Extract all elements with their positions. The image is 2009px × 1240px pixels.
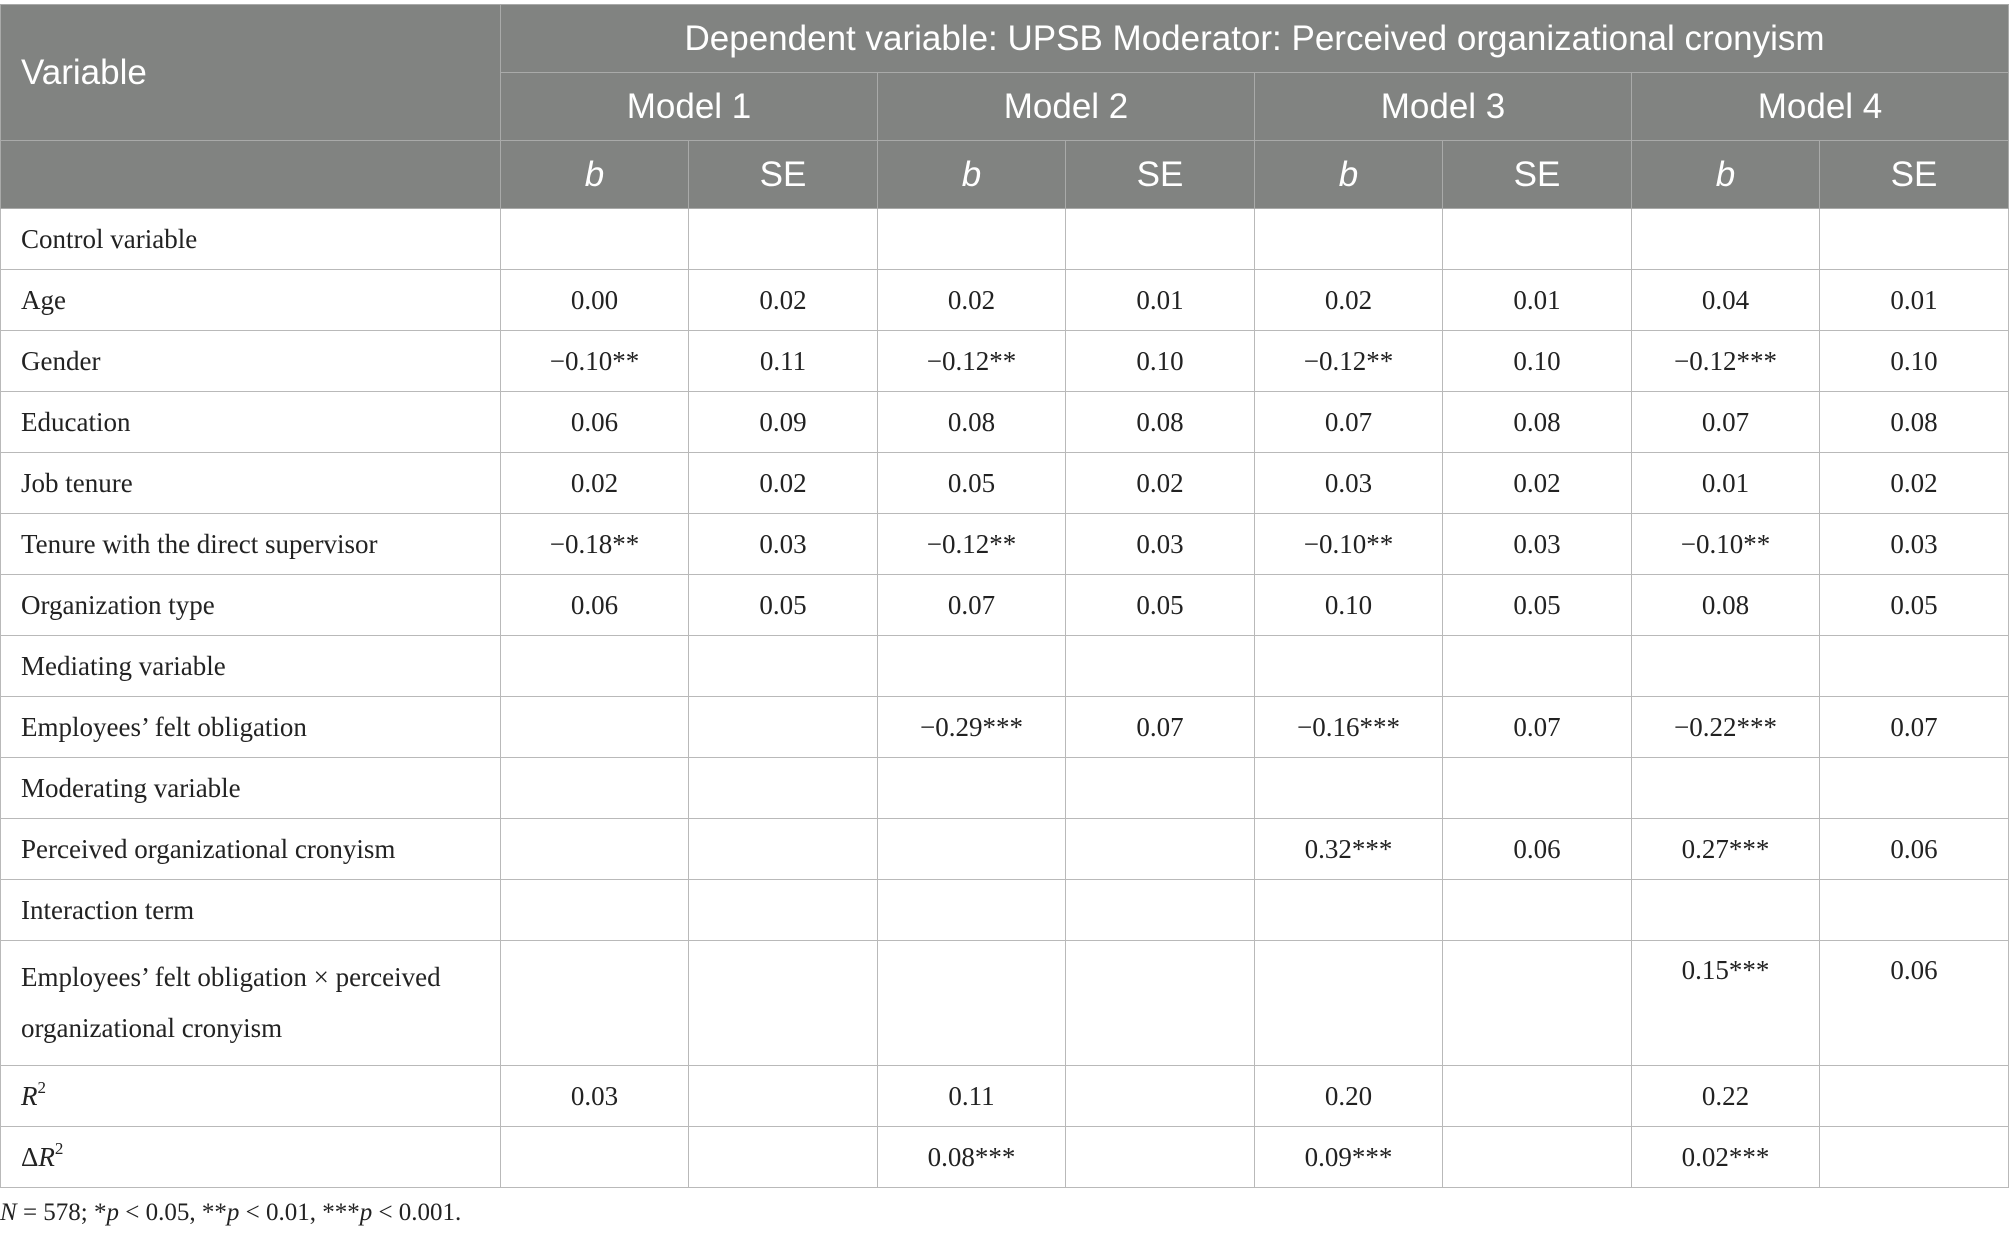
- table-cell: [1255, 941, 1443, 1066]
- row-label: $R^2$: [1, 1066, 501, 1127]
- table-cell: 0.02: [878, 270, 1066, 331]
- dependent-variable-header: Dependent variable: UPSB Moderator: Perceived organizational cronyism: [501, 5, 2009, 73]
- table-cell: [878, 941, 1066, 1066]
- table-cell: −0.16***: [1255, 697, 1443, 758]
- model-1-header: Model 1: [501, 73, 878, 141]
- table-cell: 0.05: [1820, 575, 2009, 636]
- table-cell: 0.03: [689, 514, 878, 575]
- table-cell: 0.06: [1443, 819, 1632, 880]
- table-cell: −0.29***: [878, 697, 1066, 758]
- table-cell: 0.08: [1066, 392, 1255, 453]
- table-row: [1, 453, 2009, 514]
- section-row: [1, 758, 2009, 819]
- table-cell: [878, 819, 1066, 880]
- table-cell: [1443, 1127, 1632, 1188]
- table-cell: [1066, 1127, 1255, 1188]
- table-cell: 0.08: [1820, 392, 2009, 453]
- table-cell: [1443, 941, 1632, 1066]
- row-label: Employees’ felt obligation: [1, 697, 501, 758]
- table-cell: 0.07: [878, 575, 1066, 636]
- table-cell: 0.27***: [1632, 819, 1820, 880]
- table-cell: 0.08: [1443, 392, 1632, 453]
- table-cell: 0.03: [1066, 514, 1255, 575]
- table-cell: −0.10**: [501, 331, 689, 392]
- section-row: [1, 636, 2009, 697]
- section-row: [1, 880, 2009, 941]
- table-row: [1, 819, 2009, 880]
- row-label: Gender: [1, 331, 501, 392]
- table-cell: 0.10: [1066, 331, 1255, 392]
- table-cell: −0.22***: [1632, 697, 1820, 758]
- model-4-header: Model 4: [1632, 73, 2009, 141]
- table-cell: 0.01: [1066, 270, 1255, 331]
- table-cell: [501, 819, 689, 880]
- table-cell: −0.12**: [1255, 331, 1443, 392]
- table-cell: [501, 697, 689, 758]
- table-row: [1, 697, 2009, 758]
- model-2-header: Model 2: [878, 73, 1255, 141]
- se-header: SE: [1066, 141, 1255, 209]
- table-cell: 0.02: [1255, 270, 1443, 331]
- table-cell: 0.08: [1632, 575, 1820, 636]
- table-cell: 0.05: [1443, 575, 1632, 636]
- table-cell: 0.06: [501, 575, 689, 636]
- table-cell: 0.22: [1632, 1066, 1820, 1127]
- table-cell: 0.11: [689, 331, 878, 392]
- table-cell: 0.07: [1066, 697, 1255, 758]
- table-cell: 0.08***: [878, 1127, 1066, 1188]
- table-cell: 0.06: [1820, 941, 2009, 1066]
- table-row: [1, 270, 2009, 331]
- row-label: Job tenure: [1, 453, 501, 514]
- header-blank: [1, 141, 501, 209]
- table-row: [1, 575, 2009, 636]
- section-label: Interaction term: [1, 880, 501, 941]
- table-cell: [689, 1127, 878, 1188]
- table-cell: [1066, 941, 1255, 1066]
- table-cell: 0.05: [1066, 575, 1255, 636]
- row-label-line: Employees’ felt obligation × perceived: [21, 962, 441, 992]
- table-cell: [501, 1127, 689, 1188]
- table-cell: 0.11: [878, 1066, 1066, 1127]
- row-label: $\Delta R^2$: [1, 1127, 501, 1188]
- section-label: Control variable: [1, 209, 501, 270]
- table-cell: 0.07: [1443, 697, 1632, 758]
- row-label: Age: [1, 270, 501, 331]
- coef-header: b: [878, 141, 1066, 209]
- se-header: SE: [1443, 141, 1632, 209]
- coef-header: b: [501, 141, 689, 209]
- table-cell: 0.15***: [1632, 941, 1820, 1066]
- table-cell: 0.32***: [1255, 819, 1443, 880]
- row-label: Tenure with the direct supervisor: [1, 514, 501, 575]
- table-cell: 0.10: [1443, 331, 1632, 392]
- table-cell: 0.09***: [1255, 1127, 1443, 1188]
- table-cell: 0.07: [1255, 392, 1443, 453]
- table-cell: 0.08: [878, 392, 1066, 453]
- coef-header: b: [1255, 141, 1443, 209]
- row-label: Organization type: [1, 575, 501, 636]
- table-cell: −0.12**: [878, 514, 1066, 575]
- table-cell: 0.03: [1255, 453, 1443, 514]
- table-cell: 0.01: [1820, 270, 2009, 331]
- table-row: [1, 941, 2009, 1066]
- coef-header: b: [1632, 141, 1820, 209]
- table-cell: 0.09: [689, 392, 878, 453]
- table-cell: [689, 941, 878, 1066]
- regression-table: [0, 4, 2009, 1188]
- table-cell: 0.06: [1820, 819, 2009, 880]
- table-cell: [501, 941, 689, 1066]
- table-cell: 0.01: [1443, 270, 1632, 331]
- table-cell: [1820, 1066, 2009, 1127]
- section-row: [1, 209, 2009, 270]
- table-cell: 0.01: [1632, 453, 1820, 514]
- se-header: SE: [1820, 141, 2009, 209]
- table-cell: 0.02***: [1632, 1127, 1820, 1188]
- table-cell: 0.02: [1066, 453, 1255, 514]
- section-label: Mediating variable: [1, 636, 501, 697]
- table-cell: 0.02: [1820, 453, 2009, 514]
- table-row: [1, 392, 2009, 453]
- table-cell: −0.18**: [501, 514, 689, 575]
- table-cell: 0.02: [689, 270, 878, 331]
- row-label: [1, 941, 501, 1066]
- table-cell: 0.03: [501, 1066, 689, 1127]
- table-row: [1, 331, 2009, 392]
- table-cell: 0.10: [1255, 575, 1443, 636]
- table-cell: 0.20: [1255, 1066, 1443, 1127]
- table-cell: [1066, 819, 1255, 880]
- table-cell: [689, 1066, 878, 1127]
- table-cell: −0.10**: [1632, 514, 1820, 575]
- table-cell: 0.04: [1632, 270, 1820, 331]
- table-cell: −0.10**: [1255, 514, 1443, 575]
- table-cell: 0.02: [501, 453, 689, 514]
- table-cell: [1443, 1066, 1632, 1127]
- table-cell: 0.06: [501, 392, 689, 453]
- table-cell: 0.03: [1443, 514, 1632, 575]
- table-cell: 0.02: [689, 453, 878, 514]
- row-label: Perceived organizational cronyism: [1, 819, 501, 880]
- table-row: [1, 1127, 2009, 1188]
- table-footnote: N = 578; *p < 0.05, **p < 0.01, ***p < 0.001.: [0, 1199, 462, 1226]
- se-header: SE: [689, 141, 878, 209]
- table-cell: 0.10: [1820, 331, 2009, 392]
- table-cell: [689, 819, 878, 880]
- table-cell: 0.05: [878, 453, 1066, 514]
- table-cell: −0.12***: [1632, 331, 1820, 392]
- table-cell: [689, 697, 878, 758]
- table-cell: −0.12**: [878, 331, 1066, 392]
- table-cell: 0.00: [501, 270, 689, 331]
- row-label: Education: [1, 392, 501, 453]
- table-row: [1, 514, 2009, 575]
- table-cell: 0.05: [689, 575, 878, 636]
- table-cell: [1066, 1066, 1255, 1127]
- section-label: Moderating variable: [1, 758, 501, 819]
- table-cell: 0.02: [1443, 453, 1632, 514]
- table-cell: 0.07: [1632, 392, 1820, 453]
- row-label-line: organizational cronyism: [21, 1013, 283, 1043]
- table-cell: 0.03: [1820, 514, 2009, 575]
- model-3-header: Model 3: [1255, 73, 1632, 141]
- table-cell: 0.07: [1820, 697, 2009, 758]
- variable-header: Variable: [1, 5, 501, 141]
- table-cell: [1820, 1127, 2009, 1188]
- table-row: [1, 1066, 2009, 1127]
